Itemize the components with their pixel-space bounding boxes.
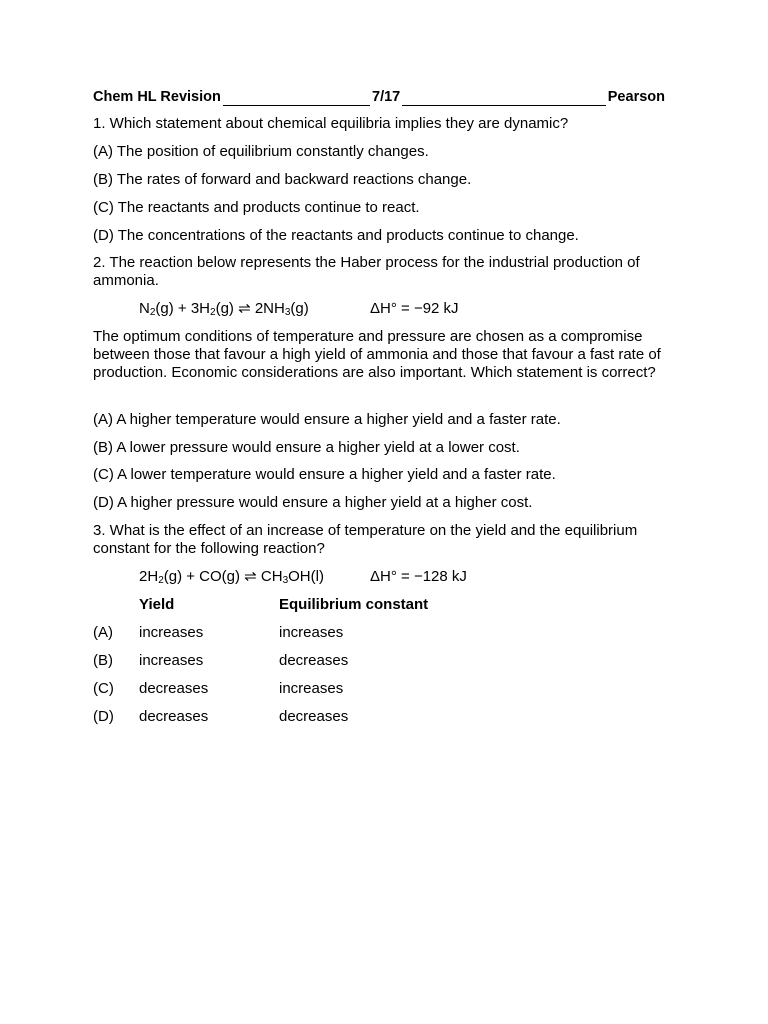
q3-equation: $2H_2(g) + CO(g)$ ⇌ $CH_3OH(l)$ [139, 568, 324, 586]
q1-option-d: (D) The concentrations of the reactants and products continue to change. [93, 227, 579, 244]
q2-option-d: (D) A higher pressure would ensure a higher yield at a higher cost. [93, 494, 533, 511]
table-header-yield: Yield [139, 596, 175, 613]
table-cell-yield: increases [139, 652, 204, 669]
table-cell-k: decreases [279, 708, 349, 725]
table-cell-k: decreases [279, 652, 349, 669]
table-row-label: (B) [93, 652, 113, 669]
header-teacher: Pearson [607, 89, 665, 105]
q3-stem: 3. What is the effect of an increase of temperature on the yield and the equilibrium constant for the following reaction? [93, 522, 638, 557]
q1-option-b: (B) The rates of forward and backward reactions change. [93, 171, 472, 188]
table-cell-yield: decreases [139, 680, 209, 697]
table-row-label: (D) [93, 708, 114, 725]
q2-stem: 2. The reaction below represents the Haber process for the industrial production of ammonia. [93, 254, 640, 289]
table-cell-k: increases [279, 624, 344, 641]
header-course: Chem HL Revision [93, 89, 221, 105]
table-row-label: (A) [93, 624, 113, 641]
table-cell-yield: increases [139, 624, 204, 641]
q2-paragraph: The optimum conditions of temperature and pressure are chosen as a compromise between those that favour a high yield of ammonia and those that favour a fast rate of production. Economic considerations are also important. Which statement is correct? [93, 328, 661, 381]
q1-option-a: (A) The position of equilibrium constantly changes. [93, 143, 429, 160]
table-cell-yield: decreases [139, 708, 209, 725]
q2-option-a: (A) A higher temperature would ensure a higher yield and a faster rate. [93, 411, 561, 428]
worksheet-header [93, 88, 665, 106]
table-row-label: (C) [93, 680, 114, 697]
table-cell-k: increases [279, 680, 344, 697]
table-header-k: Equilibrium constant [279, 596, 429, 613]
q2-option-c: (C) A lower temperature would ensure a higher yield and a faster rate. [93, 466, 556, 483]
header-date: 7/17 [372, 89, 401, 105]
q3-enthalpy: ΔH° = −128 kJ [370, 568, 467, 585]
q2-equation: $N_2(g) + 3H_2(g)$ ⇌ $2NH_3(g)$ [139, 300, 309, 318]
q1-stem: 1. Which statement about chemical equilibria implies they are dynamic? [93, 115, 569, 132]
q2-option-b: (B) A lower pressure would ensure a higher yield at a lower cost. [93, 439, 520, 456]
q2-enthalpy: ΔH° = −92 kJ [370, 300, 459, 317]
q1-option-c: (C) The reactants and products continue to react. [93, 199, 420, 216]
